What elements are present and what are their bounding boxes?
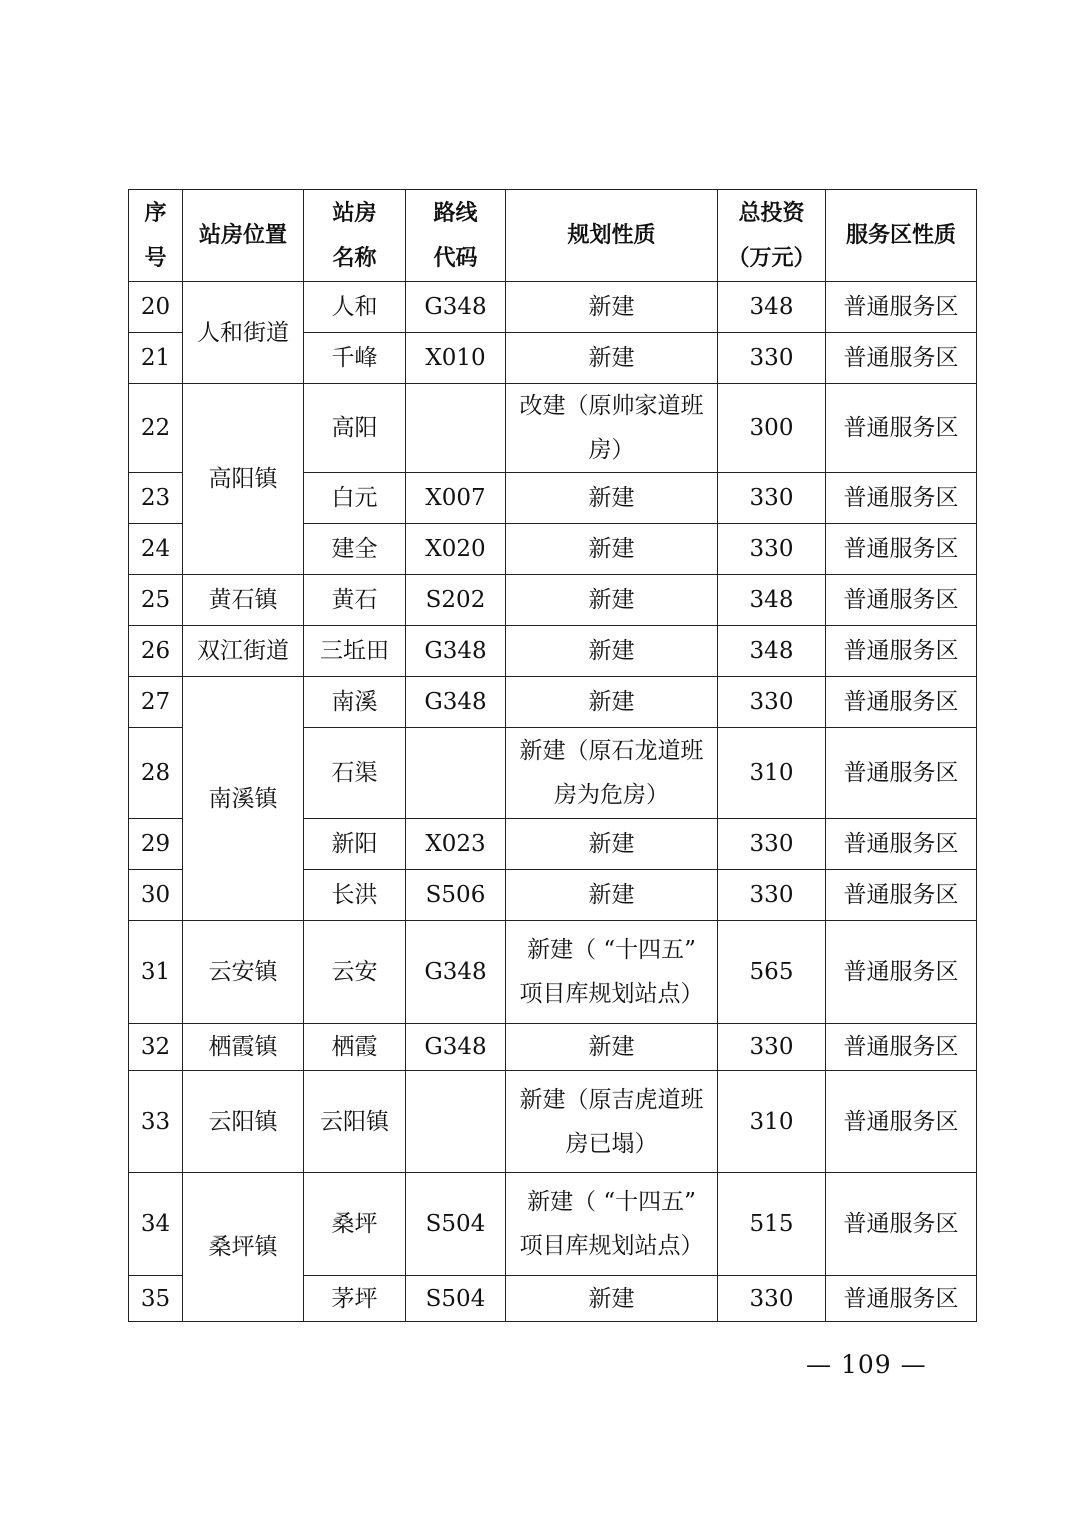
row-route: X010: [406, 333, 506, 384]
row-service: 普通服务区: [826, 1024, 977, 1071]
header-name: 站房 名称: [304, 190, 406, 282]
row-route: G348: [406, 1024, 506, 1071]
row-nature: 新建: [506, 575, 718, 626]
row-name: 栖霞: [304, 1024, 406, 1071]
row-service: 普通服务区: [826, 626, 977, 677]
row-service: 普通服务区: [826, 819, 977, 870]
header-location: 站房位置: [183, 190, 304, 282]
row-service: 普通服务区: [826, 921, 977, 1024]
row-nature: 新建: [506, 626, 718, 677]
table-row: [129, 677, 977, 728]
row-invest: 515: [718, 1173, 826, 1276]
row-route: S202: [406, 575, 506, 626]
row-invest: 330: [718, 1276, 826, 1322]
row-nature: 改建（原帅家道班 房）: [506, 384, 718, 473]
group-location: 双江街道: [183, 626, 304, 677]
table-row: [129, 626, 977, 677]
header-row: [129, 190, 977, 282]
row-service: 普通服务区: [826, 282, 977, 333]
row-nature: 新建（原石龙道班 房为危房）: [506, 728, 718, 819]
row-nature: 新建（ “十四五” 项目库规划站点）: [506, 1173, 718, 1276]
row-service: 普通服务区: [826, 1071, 977, 1173]
row-service: 普通服务区: [826, 677, 977, 728]
row-seq: 20: [129, 282, 183, 333]
row-name: 南溪: [304, 677, 406, 728]
row-seq: 24: [129, 524, 183, 575]
row-name: 石渠: [304, 728, 406, 819]
row-seq: 34: [129, 1173, 183, 1276]
row-nature: 新建: [506, 677, 718, 728]
row-invest: 330: [718, 524, 826, 575]
row-route: [406, 728, 506, 819]
row-service: 普通服务区: [826, 575, 977, 626]
page-number: — 109 —: [806, 1350, 927, 1379]
row-nature: 新建: [506, 870, 718, 921]
group-location: 人和街道: [183, 282, 304, 384]
row-name: 新阳: [304, 819, 406, 870]
row-seq: 25: [129, 575, 183, 626]
row-name: 长洪: [304, 870, 406, 921]
group-location: 桑坪镇: [183, 1173, 304, 1322]
row-nature: 新建（ “十四五” 项目库规划站点）: [506, 921, 718, 1024]
row-invest: 310: [718, 1071, 826, 1173]
table-row: [129, 575, 977, 626]
row-seq: 33: [129, 1071, 183, 1173]
row-nature: 新建: [506, 1276, 718, 1322]
row-nature: 新建: [506, 1024, 718, 1071]
group-location: 栖霞镇: [183, 1024, 304, 1071]
row-route: S504: [406, 1173, 506, 1276]
row-route: G348: [406, 282, 506, 333]
row-nature: 新建: [506, 524, 718, 575]
row-name: 云阳镇: [304, 1071, 406, 1173]
row-name: 千峰: [304, 333, 406, 384]
row-seq: 35: [129, 1276, 183, 1322]
row-invest: 565: [718, 921, 826, 1024]
row-name: 白元: [304, 473, 406, 524]
header-route: 路线 代码: [406, 190, 506, 282]
row-seq: 21: [129, 333, 183, 384]
row-invest: 330: [718, 819, 826, 870]
row-name: 三坵田: [304, 626, 406, 677]
row-invest: 330: [718, 677, 826, 728]
header-invest: 总投资 （万元）: [718, 190, 826, 282]
row-invest: 348: [718, 626, 826, 677]
row-service: 普通服务区: [826, 870, 977, 921]
header-service: 服务区性质: [826, 190, 977, 282]
row-nature: 新建: [506, 473, 718, 524]
row-seq: 31: [129, 921, 183, 1024]
table-row: [129, 282, 977, 333]
row-name: 黄石: [304, 575, 406, 626]
row-name: 人和: [304, 282, 406, 333]
table-row: [129, 1173, 977, 1276]
group-location: 高阳镇: [183, 384, 304, 575]
row-route: X023: [406, 819, 506, 870]
row-seq: 28: [129, 728, 183, 819]
header-seq: 序 号: [129, 190, 183, 282]
row-route: G348: [406, 677, 506, 728]
row-seq: 29: [129, 819, 183, 870]
row-nature: 新建: [506, 282, 718, 333]
header-nature: 规划性质: [506, 190, 718, 282]
row-service: 普通服务区: [826, 728, 977, 819]
station-plan-table: [128, 189, 977, 1322]
group-location: 黄石镇: [183, 575, 304, 626]
row-nature: 新建（原吉虎道班 房已塌）: [506, 1071, 718, 1173]
row-service: 普通服务区: [826, 524, 977, 575]
row-seq: 22: [129, 384, 183, 473]
row-name: 茅坪: [304, 1276, 406, 1322]
row-route: S506: [406, 870, 506, 921]
group-location: 南溪镇: [183, 677, 304, 921]
table-row: [129, 921, 977, 1024]
row-invest: 330: [718, 333, 826, 384]
group-location: 云阳镇: [183, 1071, 304, 1173]
row-route: G348: [406, 921, 506, 1024]
table-row: [129, 1071, 977, 1173]
row-route: G348: [406, 626, 506, 677]
row-invest: 330: [718, 1024, 826, 1071]
row-route: [406, 384, 506, 473]
row-service: 普通服务区: [826, 384, 977, 473]
table-row: [129, 1024, 977, 1071]
row-seq: 30: [129, 870, 183, 921]
row-service: 普通服务区: [826, 1276, 977, 1322]
row-route: X007: [406, 473, 506, 524]
row-name: 高阳: [304, 384, 406, 473]
row-invest: 330: [718, 473, 826, 524]
row-nature: 新建: [506, 819, 718, 870]
row-name: 桑坪: [304, 1173, 406, 1276]
row-name: 云安: [304, 921, 406, 1024]
row-seq: 27: [129, 677, 183, 728]
row-route: S504: [406, 1276, 506, 1322]
row-invest: 348: [718, 282, 826, 333]
row-invest: 310: [718, 728, 826, 819]
row-service: 普通服务区: [826, 333, 977, 384]
table-row: [129, 384, 977, 473]
row-nature: 新建: [506, 333, 718, 384]
row-invest: 330: [718, 870, 826, 921]
row-invest: 300: [718, 384, 826, 473]
row-route: X020: [406, 524, 506, 575]
row-name: 建全: [304, 524, 406, 575]
row-service: 普通服务区: [826, 473, 977, 524]
row-seq: 26: [129, 626, 183, 677]
row-route: [406, 1071, 506, 1173]
row-service: 普通服务区: [826, 1173, 977, 1276]
row-seq: 32: [129, 1024, 183, 1071]
row-invest: 348: [718, 575, 826, 626]
group-location: 云安镇: [183, 921, 304, 1024]
row-seq: 23: [129, 473, 183, 524]
